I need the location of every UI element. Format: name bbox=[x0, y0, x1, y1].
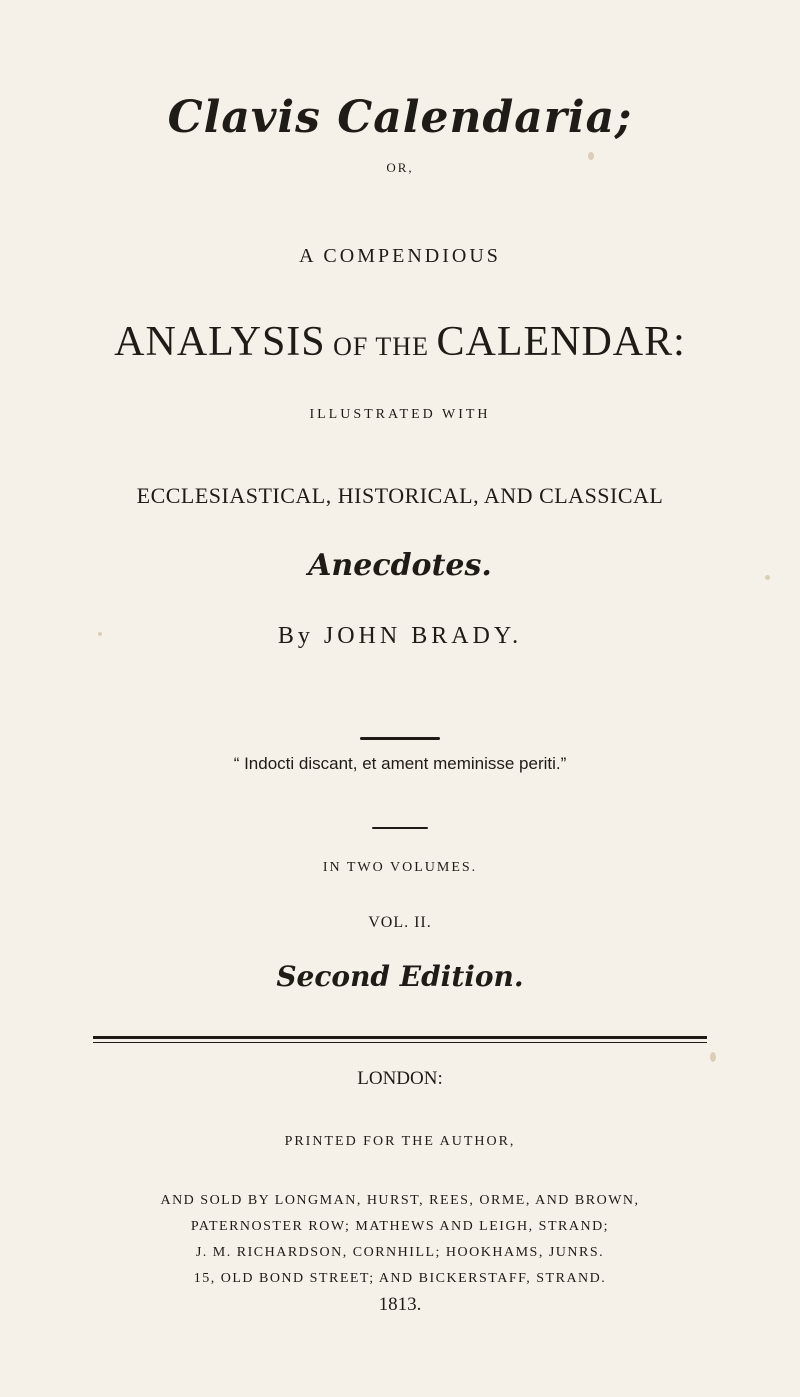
volume-number: VOL. II. bbox=[368, 914, 432, 931]
imprint-line: PATERNOSTER ROW; MATHEWS AND LEIGH, STRAND; bbox=[190, 1219, 610, 1234]
calendar-word: CALENDAR: bbox=[436, 319, 686, 365]
or-conjunction: OR, bbox=[386, 160, 414, 175]
printed-for: PRINTED FOR THE AUTHOR, bbox=[284, 1134, 516, 1149]
subtitle-analysis bbox=[0, 318, 800, 366]
paper-spot bbox=[765, 575, 770, 580]
subtitle-compendious: A COMPENDIOUS bbox=[299, 245, 501, 267]
paper-spot bbox=[98, 632, 102, 636]
book-title: Clavis Calendaria; bbox=[167, 92, 633, 143]
anecdotes-word: Anecdotes. bbox=[308, 548, 492, 583]
divider-rule bbox=[372, 827, 428, 829]
volumes-count: IN TWO VOLUMES. bbox=[322, 860, 478, 875]
imprint-city: LONDON: bbox=[357, 1068, 443, 1089]
double-rule-thin bbox=[93, 1042, 707, 1043]
anecdote-types: ECCLESIASTICAL, HISTORICAL, AND CLASSICAL bbox=[136, 483, 664, 508]
imprint-line: 15, OLD BOND STREET; AND BICKERSTAFF, STRAND. bbox=[193, 1271, 607, 1286]
edition-label: Second Edition. bbox=[276, 960, 524, 993]
paper-spot bbox=[588, 152, 594, 160]
imprint-line: J. M. RICHARDSON, CORNHILL; HOOKHAMS, JUNRS. bbox=[195, 1245, 605, 1260]
author-line: By JOHN BRADY. bbox=[277, 623, 523, 649]
double-rule-thick bbox=[93, 1036, 707, 1039]
illustrated-with: ILLUSTRATED WITH bbox=[309, 407, 491, 422]
paper-spot bbox=[710, 1052, 716, 1062]
imprint-block bbox=[80, 1188, 720, 1292]
publication-year: 1813. bbox=[378, 1294, 422, 1315]
latin-motto: “ Indocti discant, et ament meminisse periti.” bbox=[233, 754, 567, 773]
divider-rule bbox=[360, 737, 440, 740]
imprint-line: AND SOLD BY LONGMAN, HURST, REES, ORME, AND BROWN, bbox=[160, 1193, 640, 1208]
analysis-word: ANALYSIS bbox=[114, 319, 326, 365]
of-the-words: OF THE bbox=[325, 332, 437, 361]
